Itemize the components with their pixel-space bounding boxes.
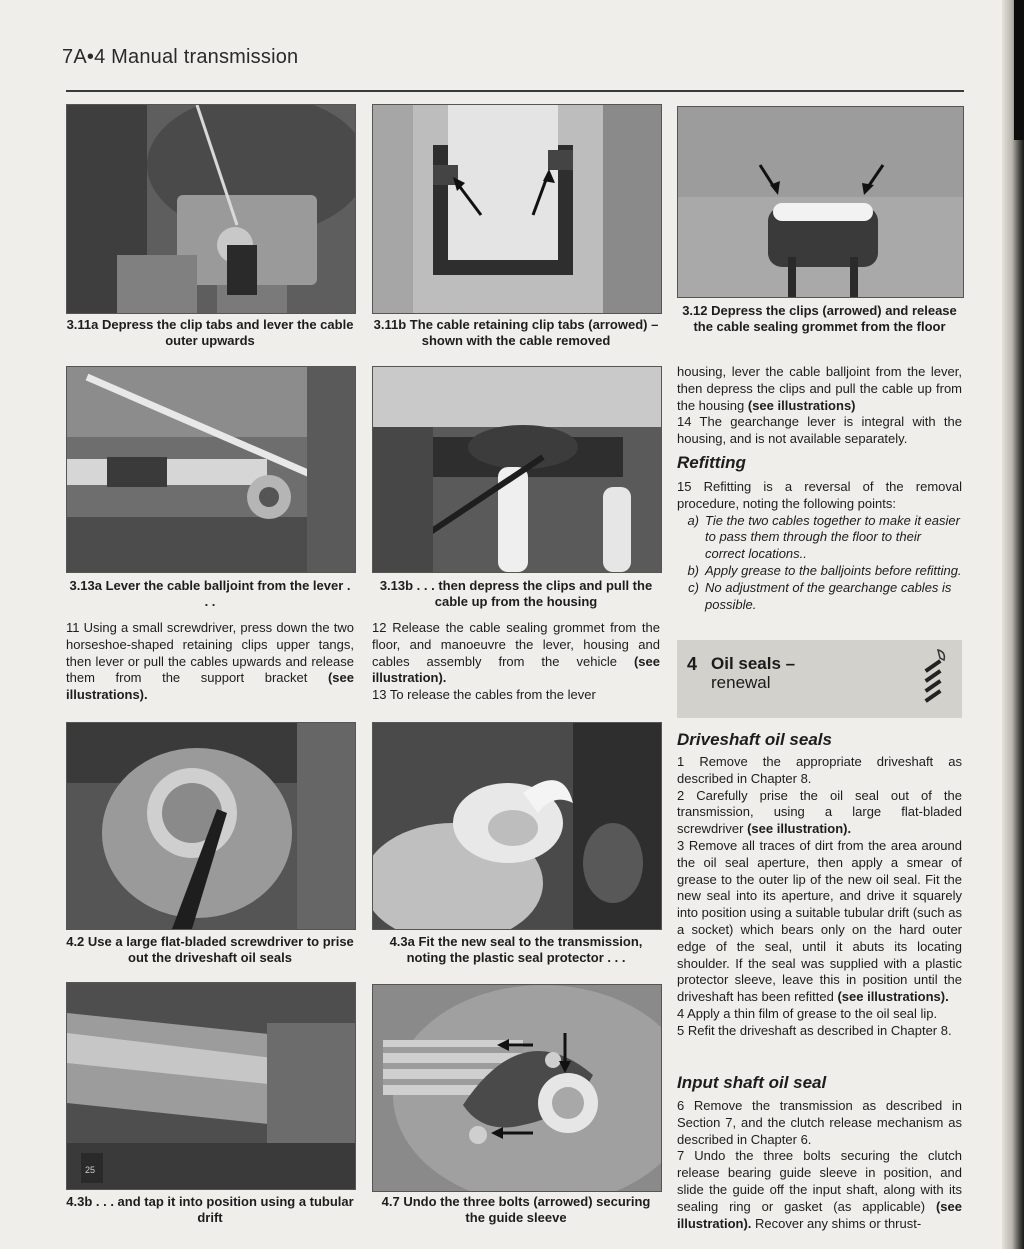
section-number: 4 <box>687 654 698 674</box>
caption-4-3a: 4.3a Fit the new seal to the transmission, noting the plastic seal protector . . . <box>389 934 643 965</box>
photo-3-12 <box>677 106 964 298</box>
photo-3-13a <box>66 366 356 573</box>
section-title: Oil seals – renewal <box>711 654 796 692</box>
heading-input-shaft-oil-seal: Input shaft oil seal <box>677 1073 827 1092</box>
caption-4-3b: 4.3b . . . and tap it into position using a tubular drift <box>66 1194 354 1225</box>
col3-upper-text: housing, lever the cable balljoint from the lever, then depress the clips and pull the cable up from the housing (see illustrations) 14 The gearchange lever is integral with the housing, and is not available separately. <box>677 364 962 447</box>
paragraph-12-13: 12 Release the cable sealing grommet from the floor, and manoeuvre the lever, housing and cables assembly from the vehicle (see illustration). 13 To release the cables from the lever <box>372 620 660 703</box>
photo-3-11a <box>66 104 356 314</box>
photo-3-11b <box>372 104 662 314</box>
section-heading-box <box>677 640 962 718</box>
header-rule <box>66 90 964 92</box>
heading-driveshaft-oil-seals: Driveshaft oil seals <box>677 730 832 749</box>
caption-4-7: 4.7 Undo the three bolts (arrowed) securing the guide sleeve <box>381 1194 651 1225</box>
list-item: c) No adjustment of the gearchange cables is possible. <box>688 579 952 612</box>
photo-3-13b <box>372 366 662 573</box>
col3-input-shaft-text: 6 Remove the transmission as described in Section 7, and the clutch release mechanism as described in Chapter 6. 7 Undo the three bolts securing the clutch release bearing guide sleeve in position, and slide the guide off the input shaft, along with its sealing ring or gasket (as applicable) (see illustration). Recover any shims or thrust- <box>677 1098 962 1231</box>
caption-3-13a: 3.13a Lever the cable balljoint from the lever . . . <box>69 578 351 609</box>
col3-refitting-text: 15 Refitting is a reversal of the removal procedure, noting the following points: a) Tie the two cables together to make it easier to pass them through the floor to their correct locations.. b) Apply grease to the balljoints before refitting. c) No adjustment of the gearchange cables is possible. <box>677 479 962 612</box>
photo-4-3b <box>66 982 356 1190</box>
caption-3-11b: 3.11b The cable retaining clip tabs (arrowed) – shown with the cable removed <box>373 317 659 348</box>
thumb-tab <box>1014 0 1024 140</box>
list-item: b) Apply grease to the balljoints before refitting. <box>687 562 962 578</box>
list-item: a) Tie the two cables together to make it easier to pass them through the floor to their correct locations.. <box>687 512 960 562</box>
caption-3-11a: 3.11a Depress the clip tabs and lever the cable outer upwards <box>66 317 354 348</box>
caption-3-12: 3.12 Depress the clips (arrowed) and release the cable sealing grommet from the floor <box>682 303 957 334</box>
page-edge-shadow <box>1002 0 1024 1249</box>
paragraph-11: 11 Using a small screwdriver, press down the two horseshoe-shaped retaining clips upper tangs, then lever or pull the cables upwards and release them from the support bracket (see illustrations). <box>66 620 354 703</box>
heading-refitting: Refitting <box>677 453 746 472</box>
socket-marking: 25 <box>85 1165 96 1175</box>
page-title: 7A•4 Manual transmission <box>62 46 299 68</box>
caption-3-13b: 3.13b . . . then depress the clips and pull the cable up from the housing <box>379 578 653 609</box>
photo-4-7 <box>372 984 662 1192</box>
difficulty-spanner-icon <box>920 648 948 710</box>
caption-4-2: 4.2 Use a large flat-bladed screwdriver to prise out the driveshaft oil seals <box>66 934 354 965</box>
photo-4-3a <box>372 722 662 930</box>
col3-driveshaft-text: 1 Remove the appropriate driveshaft as described in Chapter 8. 2 Carefully prise the oil seal out of the transmission, using a large flat-bladed screwdriver (see illustration). 3 Remove all traces of dirt from the area around the oil seal aperture, then apply a smear of grease to the outer lip of the new oil seal. Fit the new seal into its aperture, and drive it squarely into position using a suitable tubular drift (such as a socket) which bears only on the hard outer edge of the seal, until it abuts its locating shoulder. If the seal was supplied with a plastic protector sleeve, leave this in position until the driveshaft has been refitted (see illustrations). 4 Apply a thin film of grease to the oil seal lip. 5 Refit the driveshaft as described in Chapter 8. <box>677 754 962 1038</box>
photo-4-2 <box>66 722 356 930</box>
